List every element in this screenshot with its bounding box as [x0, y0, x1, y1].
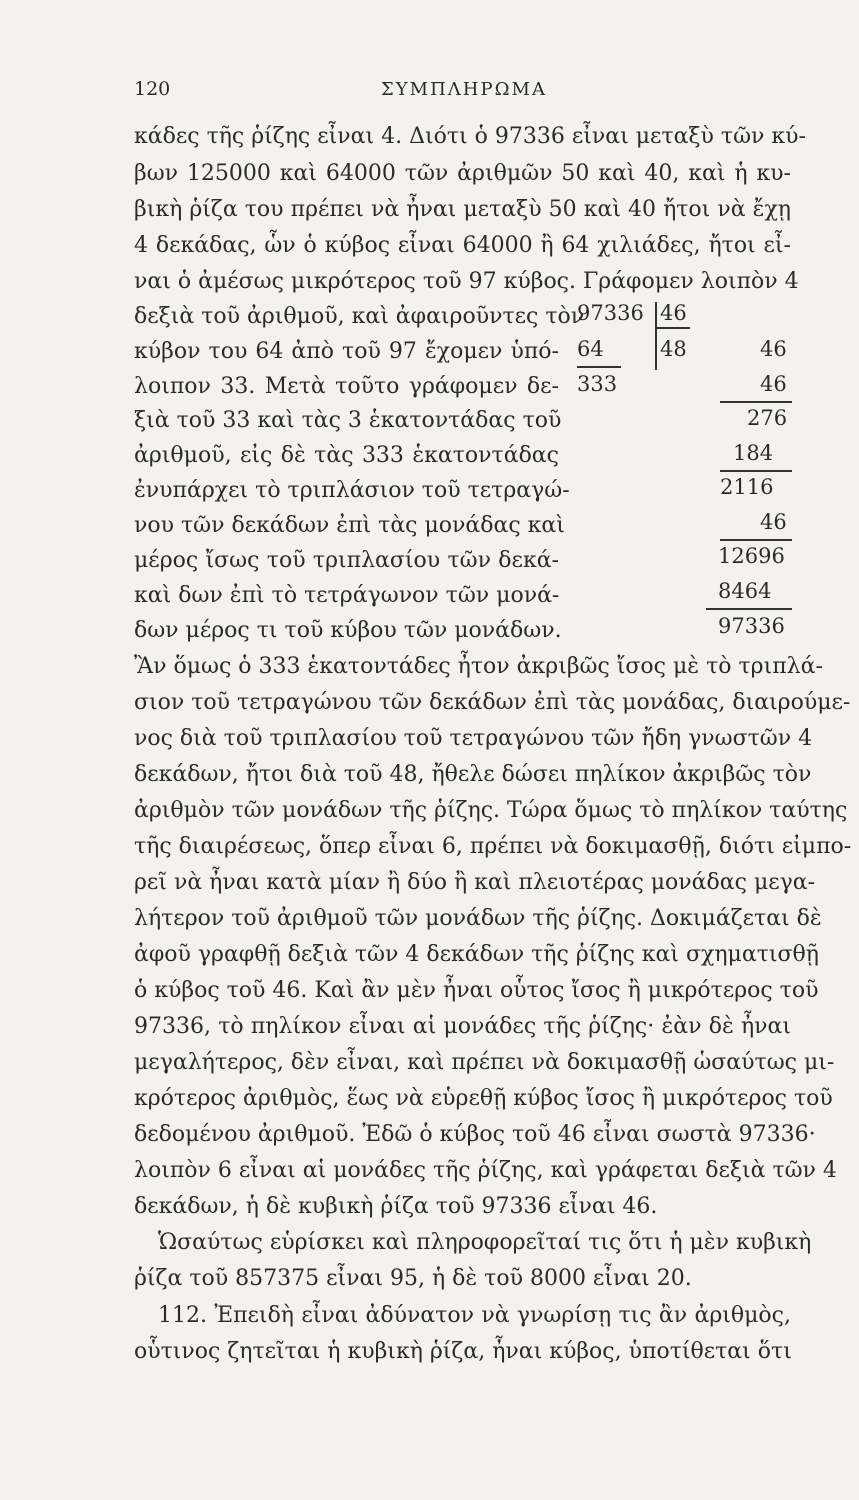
calc-partial-2: 184 [733, 441, 774, 465]
calc-multiplier-3: 46 [760, 510, 787, 534]
text-line: κρότερος ἀριθμὸς, ἕως νὰ εὑρεθῇ κύβος ἴσος ἢ μικρότερος τοῦ [134, 1086, 833, 1111]
text-line: μεγαλήτερος, δὲν εἶναι, καὶ πρέπει νὰ δοκιμασθῇ ὡσαύτως μι- [134, 1050, 835, 1075]
text-line: ὁ κύβος τοῦ 46. Καὶ ἂν μὲν ἦναι οὗτος ἴσος ἢ μικρότερος τοῦ [134, 978, 819, 1003]
text-line: καὶ δων ἐπὶ τὸ τετράγωνον τῶν μονά- [134, 583, 560, 608]
text-line: ῥίζα τοῦ 857375 εἶναι 95, ἡ δὲ τοῦ 8000 εἶναι 20. [134, 1266, 692, 1291]
text-line: λοιπον 33. Μετὰ τοῦτο γράφομεν δε- [134, 374, 559, 399]
text-line: λήτερον τοῦ ἀριθμοῦ τῶν μονάδων τῆς ῥίζης. Δοκιμάζεται δὲ [134, 906, 822, 931]
calc-root: 46 [660, 301, 687, 325]
text-line: 97336, τὸ πηλίκον εἶναι αἱ μονάδες τῆς ῥίζης· ἐὰν δὲ ἦναι [134, 1014, 791, 1039]
text-line: μέρος ἴσως τοῦ τριπλασίου τῶν δεκά- [134, 548, 559, 573]
calc-partial-4: 8464 [718, 579, 772, 603]
calc-multiplier-1: 46 [760, 337, 787, 361]
calc-divisor: 48 [660, 337, 687, 361]
text-line: δεκάδων, ἤτοι διὰ τοῦ 48, ἤθελε δώσει πηλίκον ἀκριβῶς τὸν [134, 762, 812, 787]
text-line: 4 δεκάδας, ὧν ὁ κύβος εἶναι 64000 ἢ 64 χιλιάδες, ἤτοι εἶ- [134, 233, 791, 258]
text-line: δεξιὰ τοῦ ἀριθμοῦ, καὶ ἀφαιροῦντες τὸν [134, 304, 585, 329]
text-line: ἀριθμὸν τῶν μονάδων τῆς ῥίζης. Τώρα ὅμως τὸ πηλίκον ταύτης [134, 798, 848, 823]
text-line: ἀριθμοῦ, εἰς δὲ τὰς 333 ἑκατοντάδας [134, 443, 559, 468]
calc-square: 2116 [720, 475, 774, 499]
text-line: κάδες τῆς ῥίζης εἶναι 4. Διότι ὁ 97336 εἶναι μεταξὺ τῶν κύ- [134, 124, 806, 149]
text-line: ναι ὁ ἀμέσως μικρότερος τοῦ 97 κύβος. Γράφομεν λοιπὸν 4 [134, 269, 799, 294]
text-line: νος διὰ τοῦ τριπλασίου τοῦ τετραγώνου τῶν ἤδη γνωστῶν 4 [134, 726, 813, 751]
text-line: δων μέρος τι τοῦ κύβου τῶν μονάδων. [134, 618, 562, 643]
text-line: βικὴ ῥίζα του πρέπει νὰ ἦναι μεταξὺ 50 καὶ 40 ἤτοι νὰ ἔχῃ [134, 197, 791, 222]
text-line: βων 125000 καὶ 64000 τῶν ἀριθμῶν 50 καὶ 40, καὶ ἡ κυ- [134, 161, 791, 186]
text-line: σιον τοῦ τετραγώνου τῶν δεκάδων ἐπὶ τὰς μονάδας, διαιρούμε- [134, 690, 851, 715]
page-number: 120 [134, 78, 171, 100]
text-line: δεδομένου ἀριθμοῦ. Ἐδῶ ὁ κύβος τοῦ 46 εἶναι σωστὰ 97336· [134, 1122, 816, 1147]
calc-partial-3: 12696 [718, 544, 785, 568]
page-header [134, 78, 794, 108]
text-line: τῆς διαιρέσεως, ὅπερ εἶναι 6, πρέπει νὰ δοκιμασθῇ, διότι εἰμπο- [134, 834, 852, 859]
calc-dividend: 97336 [577, 301, 644, 325]
text-line: ἐνυπάρχει τὸ τριπλάσιον τοῦ τετραγώ- [134, 478, 570, 503]
calc-rule [656, 327, 690, 329]
calc-cube: 97336 [718, 614, 785, 638]
calc-partial-1: 276 [747, 406, 788, 430]
text-line: οὗτινος ζητεῖται ἡ κυβικὴ ῥίζα, ἦναι κύβος, ὑποτίθεται ὅτι [134, 1339, 792, 1364]
text-line: 112. Ἐπειδὴ εἶναι ἀδύνατον νὰ γνωρίσῃ τις ἂν ἀριθμὸς, [158, 1303, 791, 1328]
running-title: ΣΥΜΠΛΗΡΩΜΑ [381, 79, 547, 100]
text-line: ξιὰ τοῦ 33 καὶ τὰς 3 ἑκατοντάδας τοῦ [134, 408, 562, 433]
calc-rule [706, 608, 792, 610]
calc-rule [720, 539, 792, 541]
text-line: ἀφοῦ γραφθῇ δεξιὰ τῶν 4 δεκάδων τῆς ῥίζης καὶ σχηματισθῇ [134, 942, 819, 967]
text-line: Ὡσαύτως εὑρίσκει καὶ πληροφορεῖταί τις ὅτι ἡ μὲν κυβικὴ [158, 1230, 812, 1255]
calc-rule [720, 401, 792, 403]
text-line: λοιπὸν 6 εἶναι αἱ μονάδες τῆς ῥίζης, καὶ γράφεται δεξιὰ τῶν 4 [134, 1158, 837, 1183]
text-line: κύβον του 64 ἀπὸ τοῦ 97 ἔχομεν ὑπό- [134, 339, 559, 364]
text-line: Ἂν ὅμως ὁ 333 ἑκατοντάδες ἦτον ἀκριβῶς ἴσος μὲ τὸ τριπλά- [134, 654, 823, 679]
calc-vertical-rule [655, 302, 657, 370]
text-line: ρεῖ νὰ ἦναι κατὰ μίαν ἢ δύο ἢ καὶ πλειοτέρας μονάδας μεγα- [134, 870, 816, 895]
calc-multiplier-2: 46 [760, 372, 787, 396]
calc-cube-of-tens: 64 [577, 337, 604, 361]
calc-rule [577, 366, 621, 368]
text-line: δεκάδων, ἡ δὲ κυβικὴ ῥίζα τοῦ 97336 εἶναι 46. [134, 1194, 658, 1219]
calc-rule [720, 470, 792, 472]
text-line: νου τῶν δεκάδων ἐπὶ τὰς μονάδας καὶ [134, 513, 565, 538]
calc-remainder: 333 [577, 372, 618, 396]
